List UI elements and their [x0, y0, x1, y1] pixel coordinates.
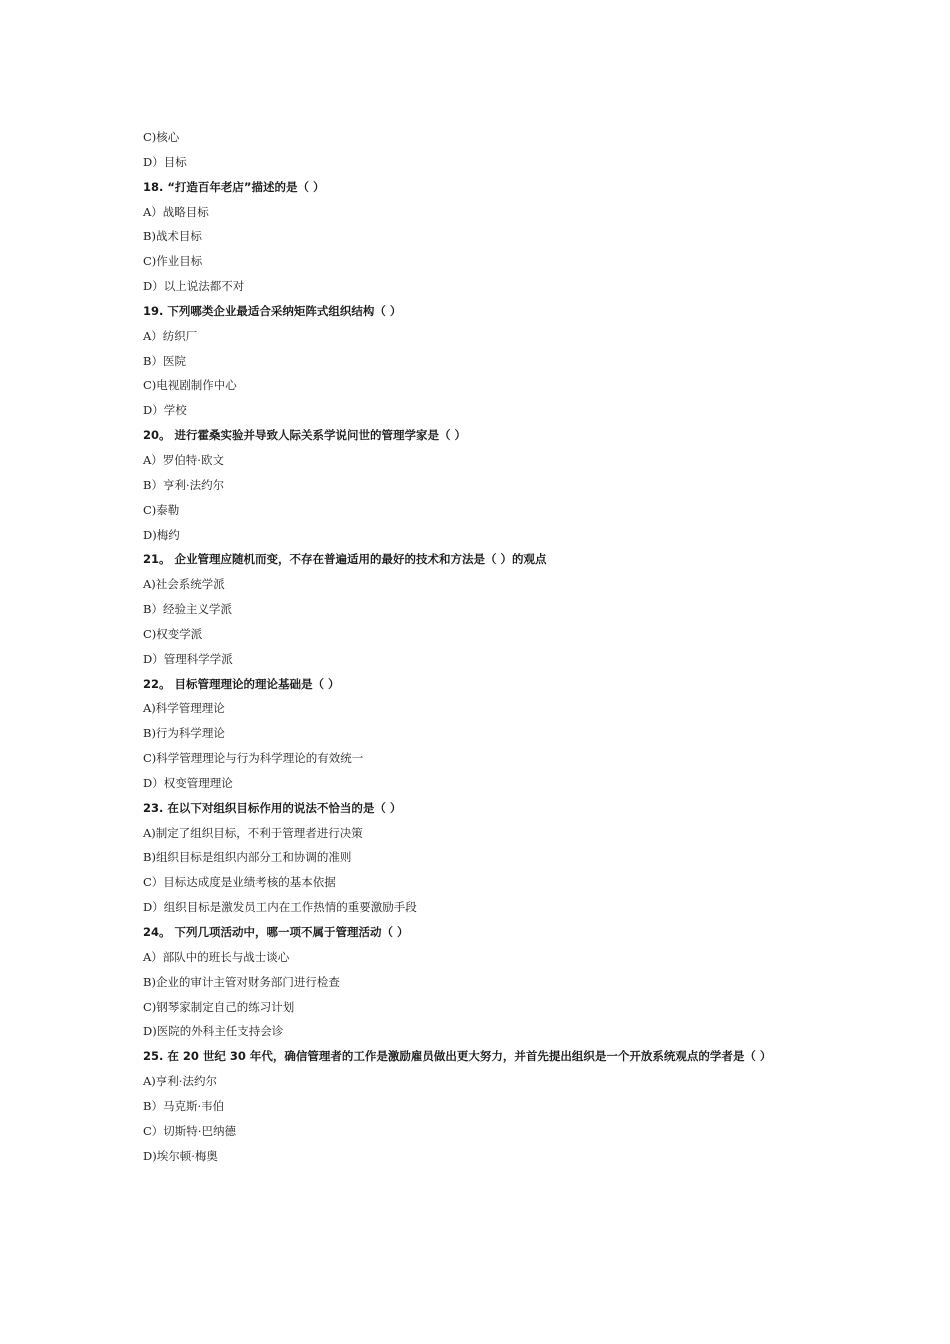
- answer-option: C）目标达成度是业绩考核的基本依据: [143, 875, 336, 890]
- answer-option: A）纺织厂: [143, 328, 198, 343]
- answer-option: C)钢琴家制定自己的练习计划: [143, 999, 295, 1014]
- answer-option: A）部队中的班长与战士谈心: [143, 949, 290, 964]
- answer-option: B)企业的审计主管对财务部门进行检查: [143, 974, 340, 989]
- answer-option: A）战略目标: [143, 204, 209, 219]
- answer-option: D)医院的外科主任支持会诊: [143, 1024, 284, 1039]
- answer-option: D）以上说法都不对: [143, 279, 245, 294]
- answer-option: C)作业目标: [143, 254, 203, 269]
- answer-option: C)权变学派: [143, 626, 203, 641]
- answer-option: C）切斯特·巴纳德: [143, 1123, 236, 1138]
- answer-option: D）管理科学学派: [143, 651, 233, 666]
- answer-option: C)科学管理理论与行为科学理论的有效统一: [143, 751, 364, 766]
- answer-option: C)核心: [143, 130, 180, 144]
- answer-option: C)电视剧制作中心: [143, 378, 237, 393]
- question-23: 23. 在以下对组织目标作用的说法不恰当的是（ ）: [143, 800, 402, 815]
- answer-option: B）医院: [143, 353, 186, 368]
- answer-option: A)亨利·法约尔: [143, 1074, 217, 1089]
- answer-option: A）罗伯特·欧文: [143, 452, 224, 467]
- question-19: 19. 下列哪类企业最适合采纳矩阵式组织结构（ ）: [143, 303, 402, 318]
- answer-option: B)战术目标: [143, 229, 202, 244]
- answer-option: B）马克斯·韦伯: [143, 1098, 225, 1113]
- answer-option: A)科学管理理论: [143, 701, 225, 716]
- answer-option: D）学校: [143, 403, 187, 418]
- answer-option: B)行为科学理论: [143, 726, 225, 741]
- answer-option: A)社会系统学派: [143, 577, 225, 592]
- answer-option: B)组织目标是组织内部分工和协调的准则: [143, 850, 352, 865]
- answer-option: D)埃尔顿·梅奥: [143, 1148, 218, 1163]
- answer-option: B）亨利·法约尔: [143, 477, 225, 492]
- question-list: [143, 125, 843, 1168]
- answer-option: D）组织目标是激发员工内在工作热情的重要激励手段: [143, 900, 417, 915]
- question-25: 25. 在 20 世纪 30 年代，确信管理者的工作是激励雇员做出更大努力，并首先提出组织是一个开放系统观点的学者是（ ）: [143, 1049, 772, 1064]
- question-24: 24。 下列几项活动中，哪一项不属于管理活动（ ）: [143, 925, 409, 939]
- question-18: 18. “打造百年老店”描述的是（ ）: [143, 179, 325, 194]
- answer-option: D)梅约: [143, 527, 180, 542]
- answer-option: C)泰勒: [143, 502, 180, 517]
- answer-option: D）目标: [143, 154, 187, 169]
- question-22: 22。 目标管理理论的理论基础是（ ）: [143, 676, 340, 691]
- answer-option: A)制定了组织目标，不利于管理者进行决策: [143, 825, 363, 840]
- answer-option: B）经验主义学派: [143, 602, 232, 617]
- question-20: 20。 进行霍桑实验并导致人际关系学说问世的管理学家是（ ）: [143, 428, 467, 443]
- question-21: 21。 企业管理应随机而变，不存在普遍适用的最好的技术和方法是（ ）的观点: [143, 552, 547, 567]
- answer-option: D）权变管理理论: [143, 775, 233, 790]
